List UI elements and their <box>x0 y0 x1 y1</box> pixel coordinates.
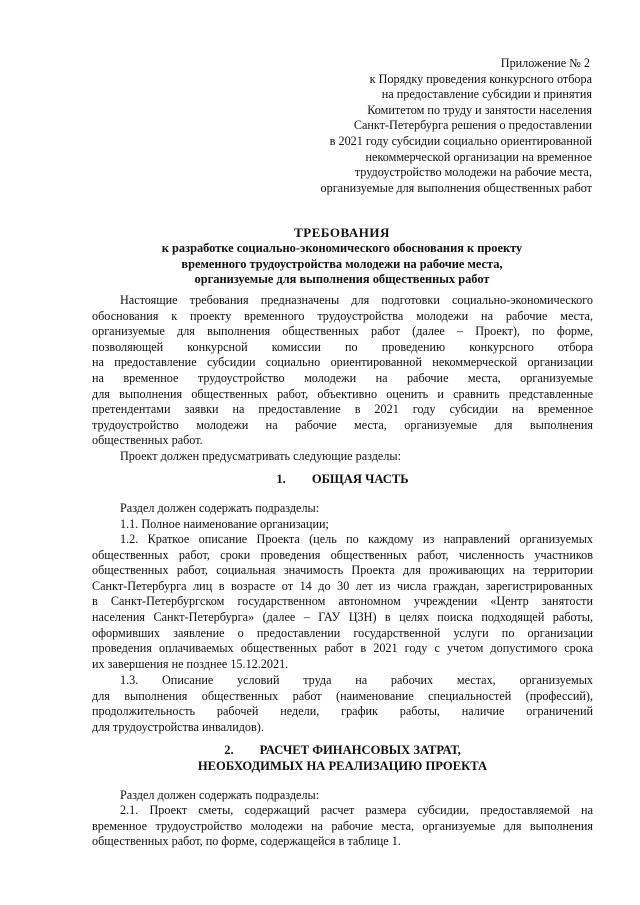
section2-heading <box>92 743 593 774</box>
section2-title-line1: РАСЧЕТ ФИНАНСОВЫХ ЗАТРАТ, <box>259 743 461 757</box>
text-line: позволяющей конкурсной комиссии по проведению конкурсного отбора <box>92 339 593 354</box>
document-title <box>80 225 604 287</box>
text-line: претендентами заявки на предоставление в 2021 году субсидии на временное <box>92 402 593 417</box>
section1-heading <box>92 472 593 488</box>
section2-title-line2: НЕОБХОДИМЫХ НА РЕАЛИЗАЦИЮ ПРОЕКТА <box>197 758 488 773</box>
text-line: оформивших заявление о предоставлении государственной услуги по организации <box>92 625 593 640</box>
intro-paragraph <box>92 293 593 449</box>
text-line: трудоустройство молодежи на рабочие места, организуемые для выполнения <box>92 417 593 432</box>
text-line: для выполнения общественных работ (наименование специальностей (профессий), <box>92 688 593 703</box>
title-sub-line: к разработке социально-экономического обоснования к проекту <box>161 241 523 256</box>
title-main: ТРЕБОВАНИЯ <box>294 225 390 240</box>
section1-item3 <box>92 673 593 735</box>
text-line: общественных работ, социальная значимость Проекта для проживающих на территории <box>92 563 593 578</box>
text-line: их завершения не позднее 15.12.2021. <box>92 656 289 671</box>
appendix-line: Приложение № 2 <box>500 56 590 70</box>
section1-title: ОБЩАЯ ЧАСТЬ <box>311 472 409 486</box>
section1-item2 <box>92 532 593 672</box>
text-line: организуемые для выполнения общественных работ (далее – Проект), по форме, <box>92 324 593 339</box>
section1-lead: Раздел должен содержать подразделы: <box>120 501 320 515</box>
text-line: на временное трудоустройство молодежи на рабочие места, организуемые <box>92 370 593 385</box>
text-line: общественных работ. <box>92 433 203 448</box>
text-line: на предоставление субсидии социально ориентированной некоммерческой организации <box>92 355 593 370</box>
appendix-line: трудоустройство молодежи на рабочие места, <box>354 165 592 180</box>
title-sub-line: временного трудоустройства молодежи на рабочие места, <box>181 256 503 271</box>
text-line: продолжительность рабочей недели, график работы, наличие ограничений <box>92 704 593 719</box>
appendix-header <box>321 56 593 196</box>
text-line: населения Санкт-Петербурга» (далее – ГАУ ЦЗН) в целях поиска подходящей работы, <box>92 609 593 624</box>
text-line: общественных работ, по форме, содержащейся в таблице 1. <box>92 834 401 849</box>
text-line: общественных работ, сроки проведения общественных работ, численность участников <box>92 547 593 562</box>
section2-item1 <box>92 803 593 850</box>
text-line: 2.1. Проект сметы, содержащий расчет размера субсидии, предоставляемой на <box>120 803 593 817</box>
appendix-line: к Порядку проведения конкурсного отбора <box>369 71 592 86</box>
text-line: Санкт-Петербурга лиц в возрасте от 14 до 30 лет из числа граждан, зарегистрированных <box>92 578 593 593</box>
title-sub-line: организуемые для выполнения общественных работ <box>194 271 490 286</box>
text-line: 1.3. Описание условий труда на рабочих местах, организуемых <box>120 673 593 687</box>
section2-lead: Раздел должен содержать подразделы: <box>120 788 320 802</box>
appendix-line: некоммерческой организации на временное <box>365 149 592 164</box>
appendix-line: Санкт-Петербурга решения о предоставлении <box>353 118 592 133</box>
text-line: временное трудоустройство молодежи на рабочие места, организуемые для выполнения <box>92 818 593 833</box>
appendix-line: на предоставление субсидии и принятия <box>381 87 592 102</box>
text-line: Настоящие требования предназначены для подготовки социально-экономического <box>120 293 593 307</box>
appendix-line: организуемые для выполнения общественных работ <box>320 180 592 195</box>
section2-number: 2. <box>224 743 234 757</box>
text-line: проведения оплачиваемых общественных работ в 2021 году с учетом допустимого срока <box>92 641 593 656</box>
text-line: для выполнения общественных работ, объективно оценить и сравнить представленные <box>92 386 593 401</box>
text-line: обоснования к проекту временного трудоустройства молодежи на рабочие места, <box>92 308 593 323</box>
appendix-line: Комитетом по труду и занятости населения <box>367 102 592 117</box>
section1-number: 1. <box>276 472 286 486</box>
text-line: в Санкт-Петербургском государственном автономном учреждении «Центр занятости <box>92 594 593 609</box>
text-line: для трудоустройства инвалидов). <box>92 719 264 734</box>
appendix-line: в 2021 году субсидии социально ориентированной <box>329 133 592 148</box>
section1-item1: 1.1. Полное наименование организации; <box>120 517 329 531</box>
sections-lead: Проект должен предусматривать следующие разделы: <box>120 449 402 463</box>
text-line: 1.2. Краткое описание Проекта (цель по каждому из направлений организуемых <box>120 532 593 546</box>
